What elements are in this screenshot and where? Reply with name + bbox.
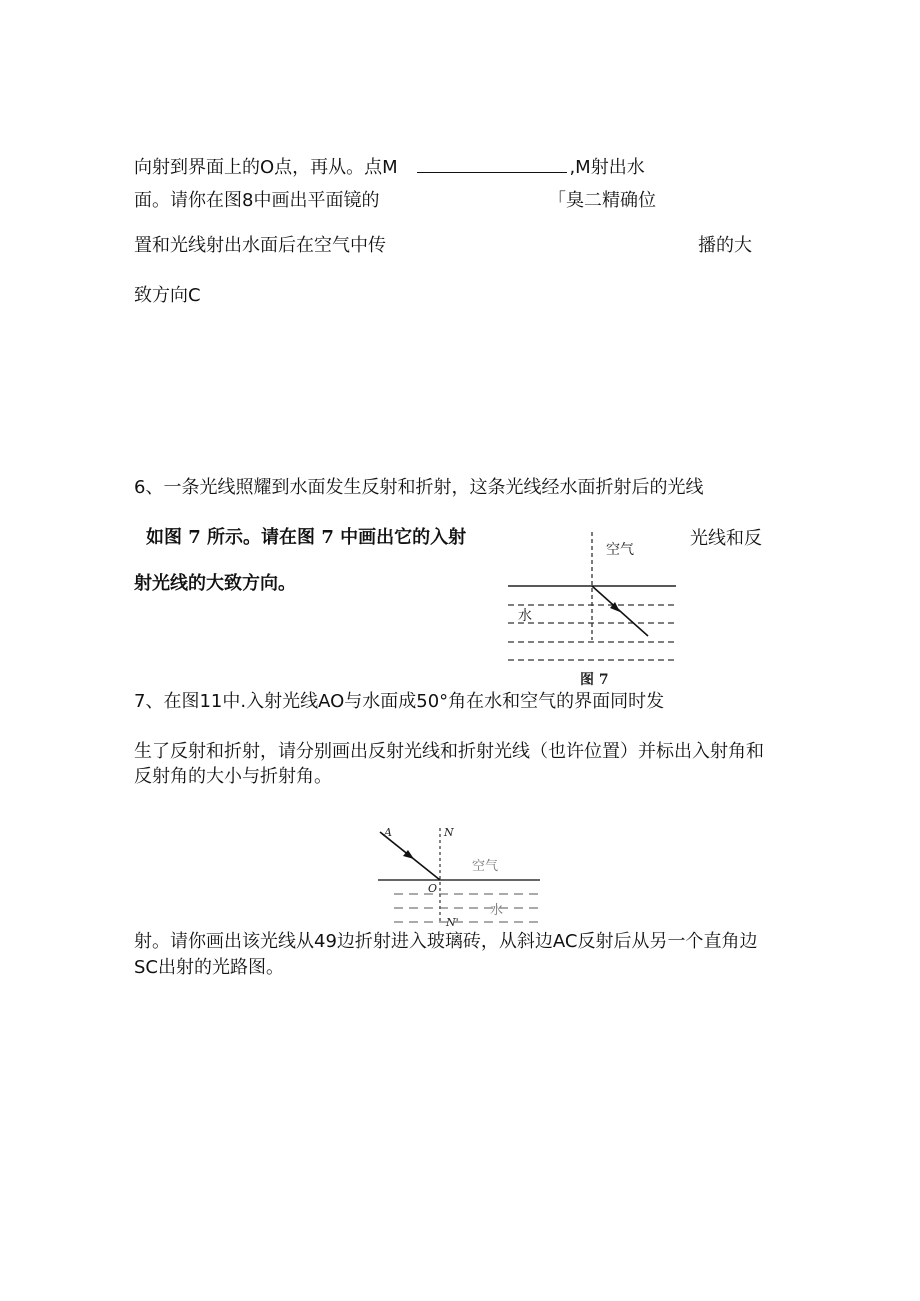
q6-right-text: 光线和反 xyxy=(690,528,762,549)
q5-line1 xyxy=(134,157,645,179)
water-label: 水 xyxy=(490,903,504,918)
q7-line3: 反射角的大小与折射角。 xyxy=(134,766,332,787)
label-n: N xyxy=(444,826,454,839)
q6-bold-line1: 如图 7 所示。请在图 7 中画出它的入射 xyxy=(146,527,467,548)
label-a: A xyxy=(384,826,392,839)
q5-line3-right: 播的大 xyxy=(698,235,752,256)
q8-line1: 射。请你画出该光线从49边折射进入玻璃砖，从斜边AC反射后从另一个直角边 xyxy=(134,931,758,952)
label-n-prime: N' xyxy=(446,916,459,929)
answer-blank[interactable] xyxy=(417,158,567,173)
q5-line2-left: 面。请你在图8中画出平面镜的 xyxy=(134,190,380,211)
q5-line3-left: 置和光线射出水面后在空气中传 xyxy=(134,235,386,256)
figure-7 xyxy=(500,528,690,688)
q5-line4: 致方向C xyxy=(134,285,201,306)
air-label: 空气 xyxy=(606,542,634,558)
figure-caption: 图 7 xyxy=(580,672,609,688)
figure-11 xyxy=(374,822,544,930)
q7-line1: 7、在图11中.入射光线AO与水面成50°角在水和空气的界面同时发 xyxy=(134,691,665,712)
q5-line1-tail: ,M射出水 xyxy=(569,157,645,178)
q5-line2-right: 「臭二精确位 xyxy=(548,190,656,211)
q6-bold-line2: 射光线的大致方向。 xyxy=(134,573,296,594)
q7-line2: 生了反射和折射，请分别画出反射光线和折射光线（也许位置）并标出入射角和 xyxy=(134,741,764,762)
q6-heading: 6、一条光线照耀到水面发生反射和折射，这条光线经水面折射后的光线 xyxy=(134,477,704,498)
refracted-ray xyxy=(592,586,648,636)
air-label: 空气 xyxy=(472,859,499,874)
water-label: 水 xyxy=(518,608,532,624)
q5-line1-text: 向射到界面上的O点，再从。点M xyxy=(134,157,398,178)
label-o: O xyxy=(428,882,438,895)
q8-line2: SC出射的光路图。 xyxy=(134,957,284,978)
